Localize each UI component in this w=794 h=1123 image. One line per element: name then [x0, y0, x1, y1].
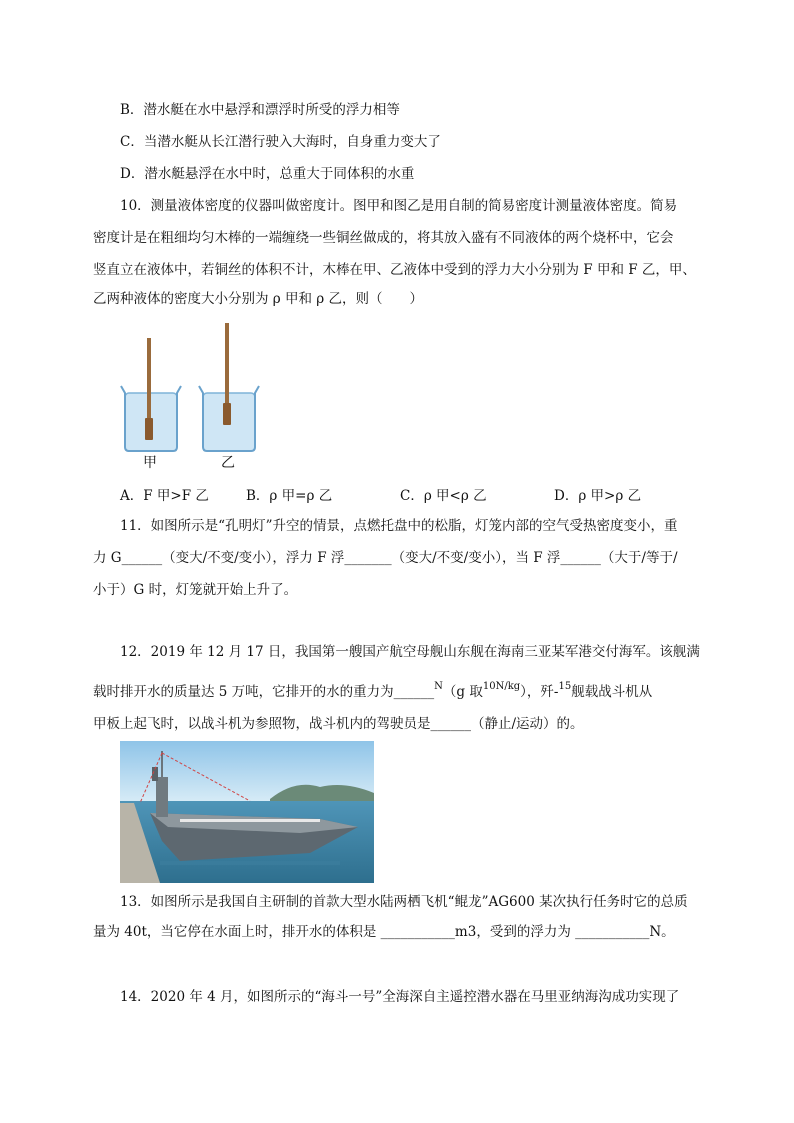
- aircraft-carrier-photo: [120, 741, 374, 883]
- q13-line-2: 量为 40t，当它停在水面上时，排开水的体积是 ___________m3，受到的浮力为 ___________N。: [93, 924, 675, 940]
- option-q9-c: C．当潜水艇从长江潜行驶入大海时，自身重力变大了: [120, 134, 441, 150]
- beaker-yi: [199, 323, 259, 451]
- q10-line-2: 密度计是在粗细均匀木棒的一端缠绕一些铜丝做成的，将其放入盛有不同液体的两个烧杯中，它会: [93, 230, 674, 246]
- option-q10-c: C．ρ 甲<ρ 乙: [400, 488, 487, 504]
- option-q9-b: B．潜水艇在水中悬浮和漂浮时所受的浮力相等: [120, 102, 400, 118]
- q12-line-2: [93, 682, 652, 704]
- q10-line-1: 10．测量液体密度的仪器叫做密度计。图甲和图乙是用自制的简易密度计测量液体密度。简易: [120, 198, 678, 214]
- q12-jet-number: 15: [558, 681, 572, 692]
- q10-line-4: 乙两种液体的密度大小分别为 ρ 甲和 ρ 乙，则（ ）: [93, 291, 424, 307]
- option-q10-b: B．ρ 甲=ρ 乙: [246, 488, 333, 504]
- q11-line-1: 11．如图所示是“孔明灯”升空的情景，点燃托盘中的松脂，灯笼内部的空气受热密度变小，重: [120, 518, 678, 534]
- carrier-illustration: [120, 741, 374, 883]
- q11-line-2: 力 G______（变大/不变/变小），浮力 F 浮_______（变大/不变/变小），当 F 浮______（大于/等于/: [93, 550, 678, 566]
- beaker-jia: [121, 338, 181, 451]
- q12-line-2-a: 载时排开水的质量达 5 万吨，它排开的水的重力为______: [93, 684, 435, 700]
- fig-label-jia: 甲: [143, 455, 157, 471]
- beaker-illustration: [115, 318, 275, 478]
- q12-line-2-b: （g 取: [442, 684, 483, 700]
- fig-label-yi: 乙: [221, 455, 235, 471]
- q12-unit-n: N: [434, 681, 443, 692]
- q10-line-3: 竖直立在液体中，若铜丝的体积不计，木棒在甲、乙液体中受到的浮力大小分别为 F 甲和 F 乙，甲、: [93, 262, 696, 278]
- beaker-figure: [115, 318, 275, 478]
- option-q10-d: D．ρ 甲>ρ 乙: [554, 488, 642, 504]
- q12-line-2-c: ），歼-: [520, 684, 559, 700]
- q11-line-3: 小于）G 时，灯笼就开始上升了。: [93, 582, 298, 598]
- q12-line-1: 12．2019 年 12 月 17 日，我国第一艘国产航空母舰山东舰在海南三亚某军港交付海军。该舰满: [120, 644, 700, 660]
- option-q10-a: A．F 甲>F 乙: [120, 488, 209, 504]
- option-q9-d: D．潜水艇悬浮在水中时，总重大于同体积的水重: [120, 166, 415, 182]
- q12-line-2-d: 舰载战斗机从: [571, 684, 653, 700]
- q12-line-3: 甲板上起飞时，以战斗机为参照物，战斗机内的驾驶员是______（静止/运动）的。: [93, 716, 584, 732]
- q13-line-1: 13．如图所示是我国自主研制的首款大型水陆两栖飞机“鲲龙”AG600 某次执行任务时它的总质: [120, 894, 688, 910]
- q14-line-1: 14．2020 年 4 月，如图所示的“海斗一号”全海深自主遥控潜水器在马里亚纳海沟成功实现了: [120, 989, 680, 1005]
- q12-g-value: 10N/kg: [482, 681, 521, 692]
